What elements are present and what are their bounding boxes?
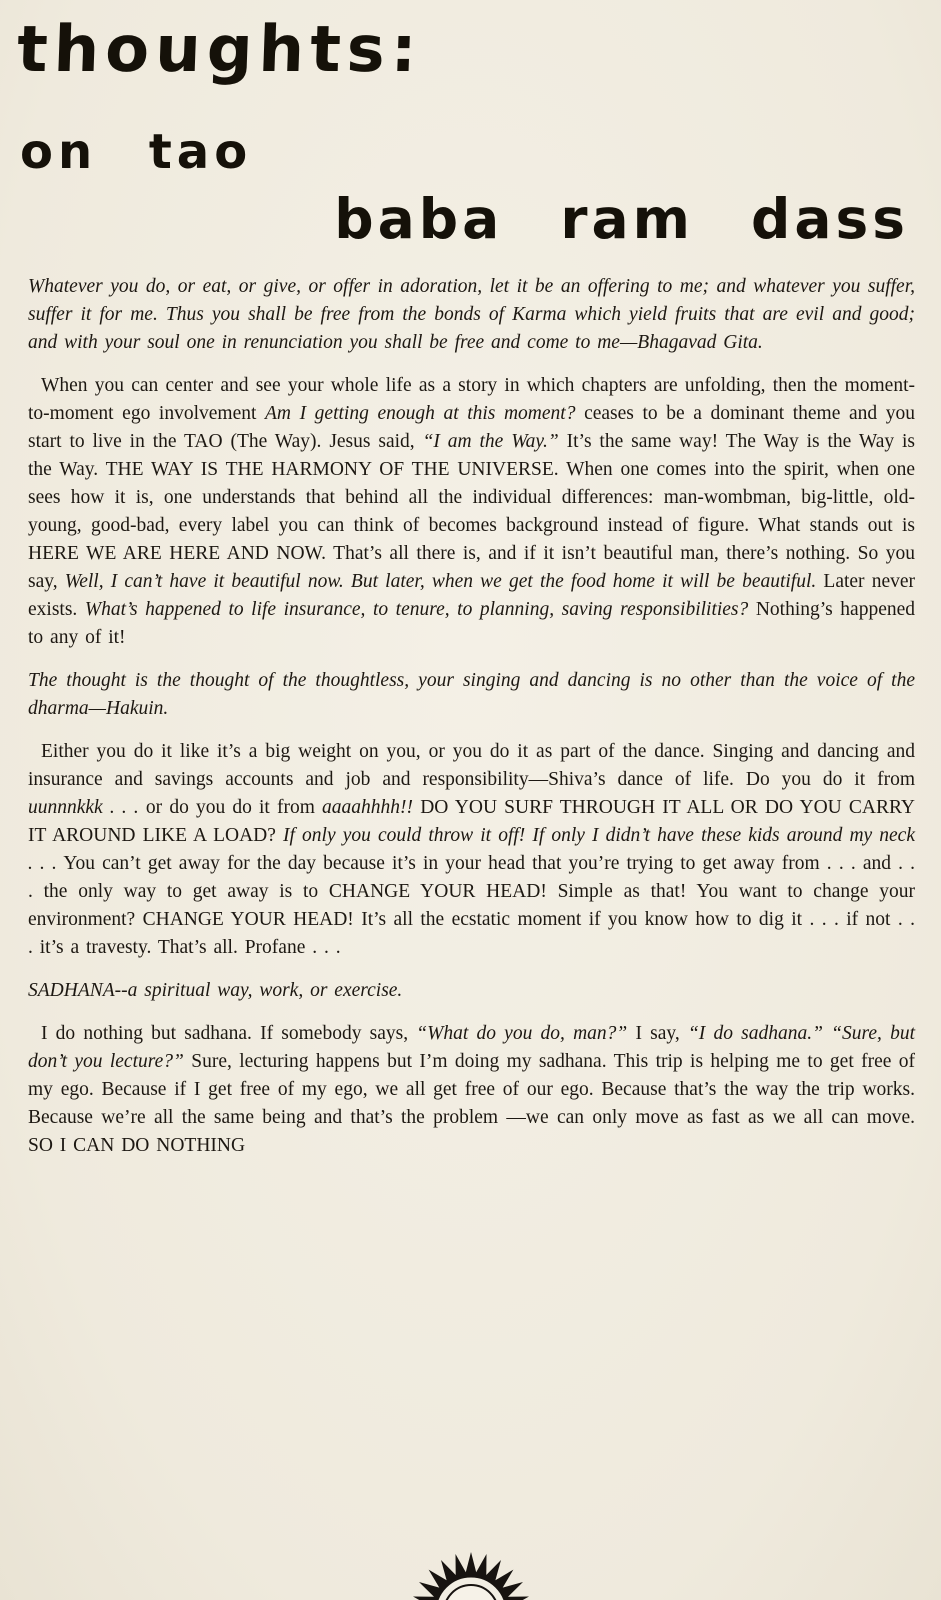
article-body <box>0 247 941 1160</box>
paragraph-hakuin-quote <box>28 667 915 723</box>
text-segment: You can’t get away for the day because it’s in your head that you’re trying to get away from . . . and . . . the only way to get away is to CHANGE YOUR HEAD! Simple as that! You want to change your environment? CHANGE YOUR HEAD! It’s all the ecstatic moment if you know how to dig it . . . if not . . . it’s a travesty. That’s all. Profane . . . <box>28 853 916 958</box>
text-segment: Sure, lecturing happens but I’m doing my sadhana. This trip is helping me to get free of my ego. Because if I get free of my ego, we all get free of our ego. Because that’s the way the trip works. Because we’re all the same being and that’s the problem —we can only move as fast as we all can move. SO I CAN DO NOTHING <box>28 1051 915 1156</box>
text-segment: It’s the same way! The Way is the Way is the Way. THE WAY IS THE HARMONY OF THE UNIVERSE. When one comes into the spirit, when one sees how it is, one understands that behind all the individual differences: man-wombman, big-little, old-young, good-bad, every label you can think of becomes background instead of figure. What stands out is HERE WE ARE HERE AND NOW. That’s all there is, and if it isn’t beautiful man, there’s nothing. So you say, <box>28 431 916 592</box>
paragraph-dance <box>28 738 915 962</box>
paragraph-gita-quote <box>28 273 915 357</box>
text-segment: “I am the Way.” <box>422 431 559 452</box>
article-header <box>0 0 941 251</box>
text-segment: The thought is the thought of the thoughtless, your singing and dancing is no other than the voice of the dharma—Hakuin. <box>28 670 915 719</box>
text-segment: Nothing’s happened to any of it! <box>28 599 916 648</box>
text-segment: aaaahhhh!! <box>322 797 414 818</box>
sunburst-icon <box>409 1550 533 1600</box>
text-segment: Later never exists. <box>28 571 915 620</box>
text-segment: Am I getting enough at this moment? <box>265 403 576 424</box>
paragraph-sadhana-definition <box>28 977 915 1005</box>
paragraph-tao <box>28 372 915 652</box>
text-segment: ceases to be a dominant theme and you start to live in the TAO (The Way). Jesus said, <box>28 403 915 452</box>
text-segment: DO YOU SURF THROUGH IT ALL OR DO YOU CARRY IT AROUND LIKE A LOAD? <box>28 797 915 846</box>
text-segment: Whatever you do, or eat, or give, or offer in adoration, let it be an offering to me; and whatever you suffer, suffer it for me. Thus you shall be free from the bonds of Karma which yield fruits that are evil and good; and with your soul one in renunciation you shall be free and come to me—Bhagavad Gita. <box>28 276 915 353</box>
text-segment: “I do sadhana.” “Sure, but don’t you lecture?” <box>28 1023 915 1072</box>
text-segment: If only you could throw it off! If only I didn’t have these kids around my neck . . . <box>28 825 915 874</box>
text-segment: uunnnkkk . . . <box>28 797 139 818</box>
text-segment: When you can center and see your whole life as a story in which chapters are unfolding, then the moment-to-moment ego involvement <box>28 375 915 424</box>
paragraph-sadhana <box>28 1020 915 1160</box>
article-title: thoughts: <box>15 13 424 87</box>
text-segment: SADHANA--a spiritual way, work, or exercise. <box>28 980 403 1001</box>
text-segment: “What do you do, man?” <box>416 1023 628 1044</box>
text-segment: Well, I can’t have it beautiful now. But later, when we get the food home it will be beautiful. <box>64 571 817 592</box>
text-segment: What’s happened to life insurance, to tenure, to planning, saving responsibilities? <box>84 599 749 620</box>
text-segment: I do nothing but sadhana. If somebody says, <box>41 1023 417 1044</box>
text-segment: Either you do it like it’s a big weight on you, or you do it as part of the dance. Singing and dancing and insurance and savings accounts and job and responsibility—Shiva’s dance of life. Do you do it from <box>28 741 915 790</box>
text-segment: or do you do it from <box>138 797 323 818</box>
text-segment: I say, <box>627 1023 688 1044</box>
article-subtitle: on tao <box>20 124 253 180</box>
article-author: baba ram dass <box>334 187 909 251</box>
